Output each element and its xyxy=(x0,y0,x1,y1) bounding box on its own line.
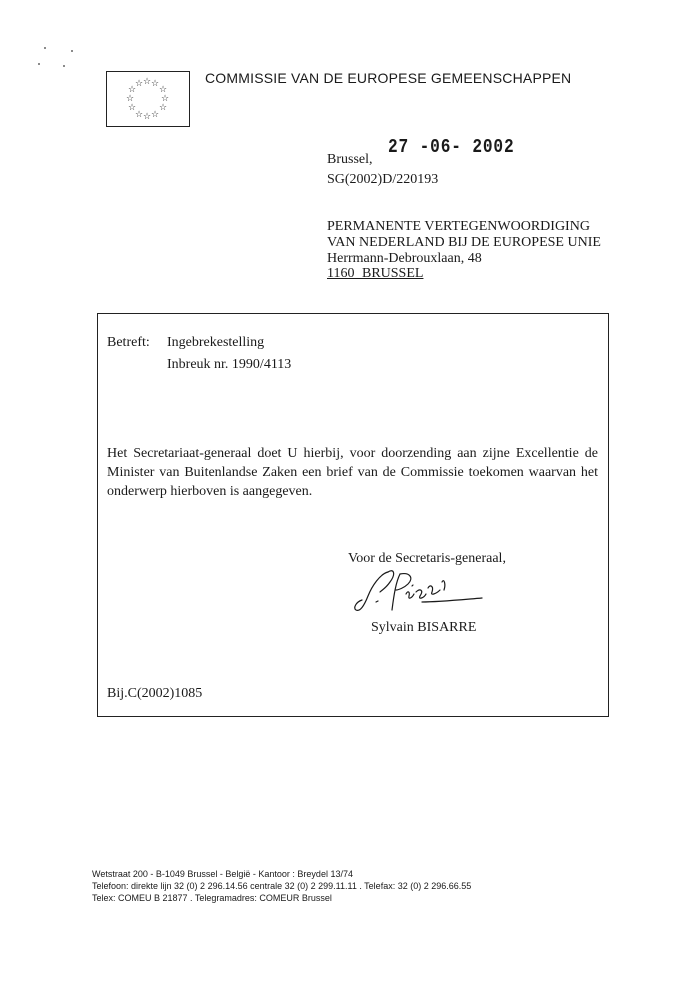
svg-text:☆: ☆ xyxy=(134,79,144,89)
date-stamp: 27 -06- 2002 xyxy=(388,136,515,158)
institution-name: COMMISSIE VAN DE EUROPESE GEMEENSCHAPPEN xyxy=(205,70,572,86)
recipient-line: VAN NEDERLAND BIJ DE EUROPESE UNIE xyxy=(327,235,601,250)
handwritten-signature xyxy=(350,564,490,618)
subject-title: Ingebrekestelling xyxy=(167,335,265,350)
closing-salutation: Voor de Secretaris-generaal, xyxy=(348,551,506,566)
eu-stars-circle xyxy=(107,72,188,125)
scan-speck xyxy=(44,47,46,49)
svg-text:☆: ☆ xyxy=(160,94,170,104)
footer-address: Wetstraat 200 - B-1049 Brussel - België - Kantoor : Breydel 13/74 xyxy=(92,869,353,879)
star-icon xyxy=(143,77,151,87)
scan-speck xyxy=(38,63,40,65)
recipient-line: PERMANENTE VERTEGENWOORDIGING xyxy=(327,219,590,234)
letter-frame xyxy=(97,313,609,717)
scan-speck xyxy=(63,65,65,67)
attachment-reference: Bij.C(2002)1085 xyxy=(107,686,203,701)
svg-text:☆: ☆ xyxy=(127,85,137,95)
footer-phone: Telefoon: direkte lijn 32 (0) 2 296.14.56 centrale 32 (0) 2 299.11.11 . Telefax: 32 (0) 2 296.66.55 xyxy=(92,881,472,891)
recipient-street: Herrmann-Debrouxlaan, 48 xyxy=(327,251,482,266)
svg-text:☆: ☆ xyxy=(142,77,152,87)
subject-label: Betreft: xyxy=(107,335,150,350)
footer-telex: Telex: COMEU B 21877 . Telegramadres: COMEUR Brussel xyxy=(92,893,332,903)
svg-text:☆: ☆ xyxy=(134,110,144,120)
svg-text:☆: ☆ xyxy=(158,85,168,95)
svg-text:☆: ☆ xyxy=(158,103,168,113)
svg-text:☆: ☆ xyxy=(142,112,152,122)
recipient-city: 1160 BRUSSEL xyxy=(327,266,424,281)
svg-text:☆: ☆ xyxy=(150,110,160,120)
eu-flag-icon xyxy=(106,71,190,127)
signer-name: Sylvain BISARRE xyxy=(371,620,477,635)
scan-speck xyxy=(71,50,73,52)
svg-text:☆: ☆ xyxy=(127,103,137,113)
body-paragraph: Het Secretariaat-generaal doet U hierbij, voor doorzending aan zijne Excellentie de Minister van Buitenlandse Zaken een brief van de Commissie toekomen waarvan het onderwerp hierboven is aangegeven. xyxy=(107,446,598,499)
svg-text:☆: ☆ xyxy=(150,79,160,89)
reference-number: SG(2002)D/220193 xyxy=(327,172,439,187)
svg-text:☆: ☆ xyxy=(125,94,135,104)
infringement-number: Inbreuk nr. 1990/4113 xyxy=(167,357,292,372)
place-of-issue: Brussel, xyxy=(327,152,373,167)
